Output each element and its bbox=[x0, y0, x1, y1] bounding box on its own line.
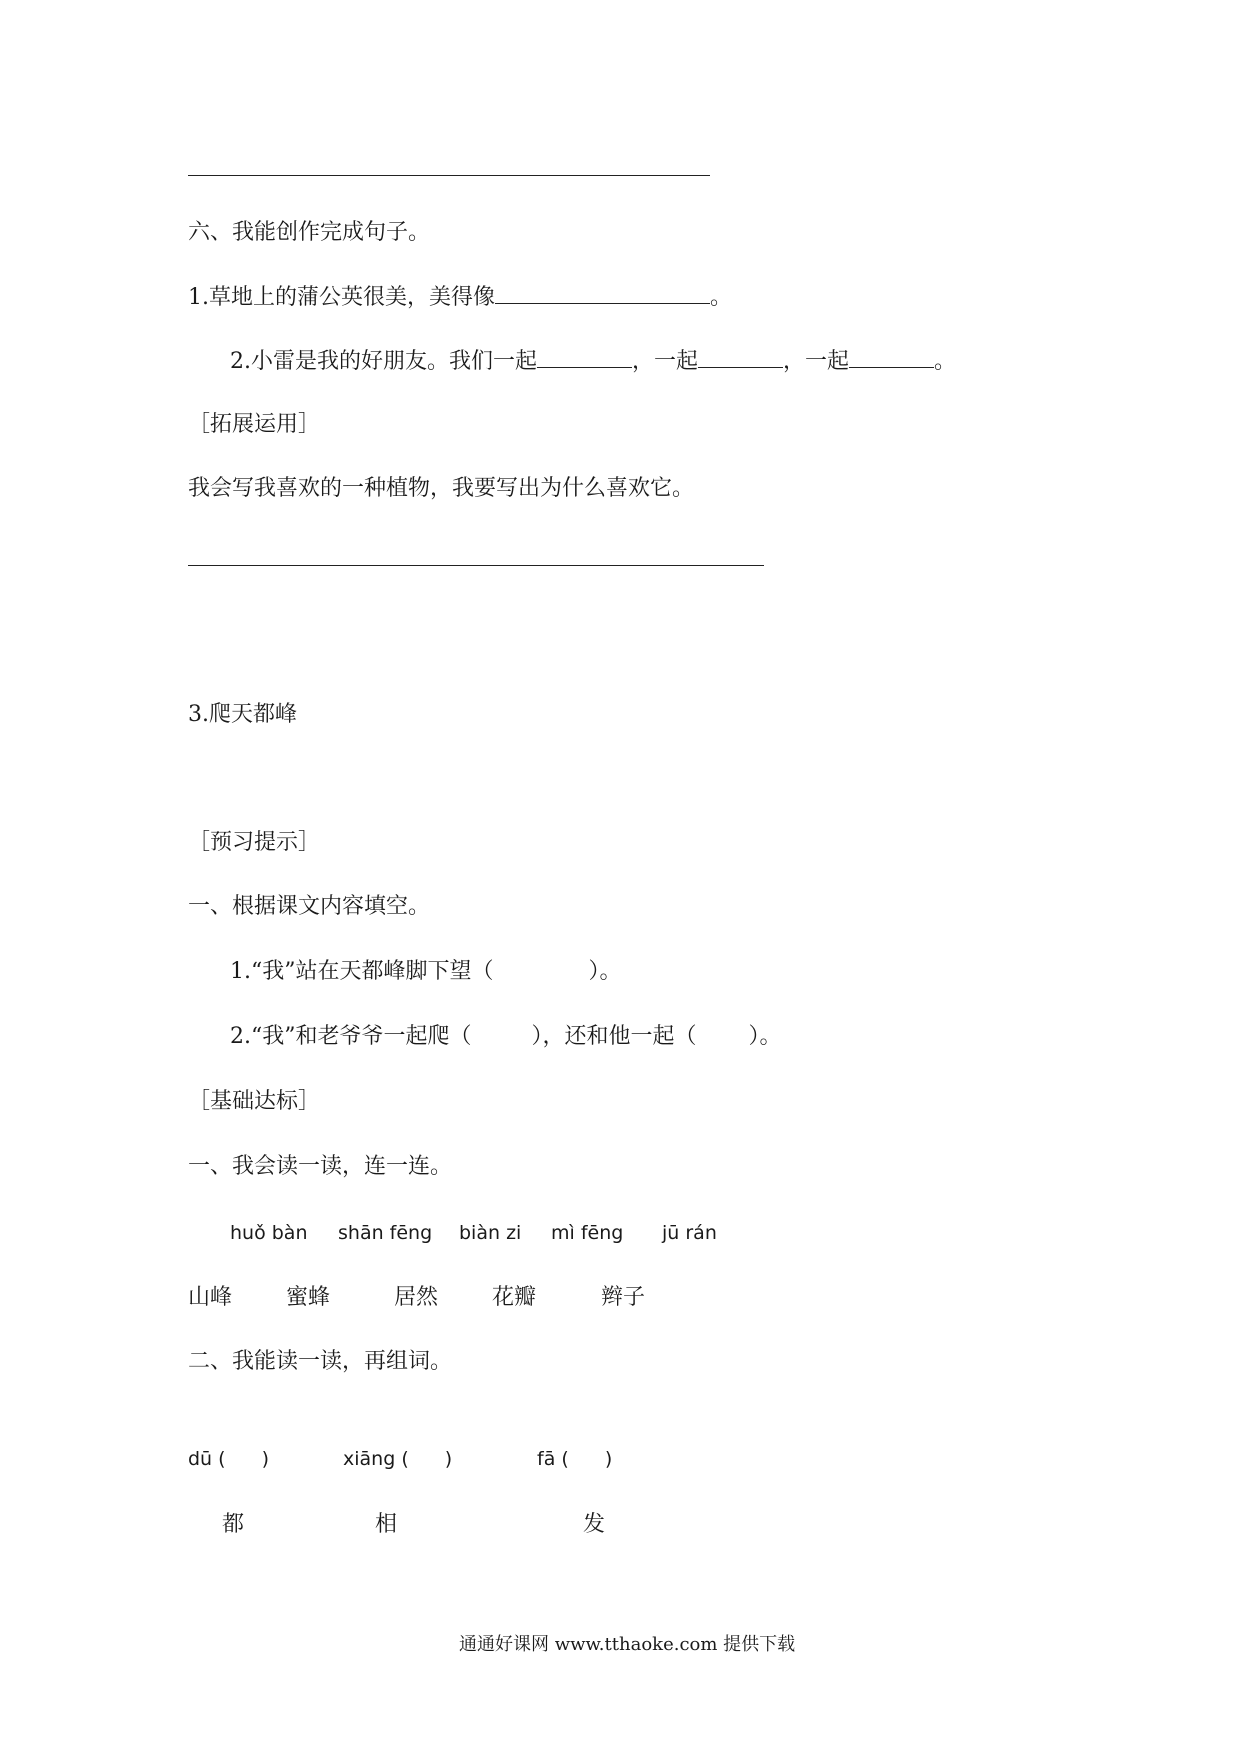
q2-pinyin: fā bbox=[537, 1448, 556, 1470]
q2-blank-3[interactable] bbox=[849, 345, 934, 368]
q2-paren-close: ) bbox=[604, 1448, 613, 1470]
q2-blank-2[interactable] bbox=[698, 345, 783, 368]
q2-character: 都 bbox=[222, 1512, 245, 1537]
page-footer: 通通好课网 www.tthaoke.com 提供下载 bbox=[459, 1634, 796, 1655]
pinyin-item: shān fēng bbox=[338, 1222, 433, 1244]
q2-paren-open: ( bbox=[218, 1448, 226, 1470]
word-item: 山峰 bbox=[188, 1285, 233, 1310]
section6-question-1 bbox=[188, 281, 732, 313]
q2-character: 发 bbox=[583, 1512, 606, 1537]
q2-pinyin: dū bbox=[188, 1448, 213, 1470]
basics-heading: ［基础达标］ bbox=[188, 1089, 321, 1114]
preview-q2-prefix: 2.“我”和老爷爷一起爬（ bbox=[230, 1024, 472, 1049]
preview-q1-prefix: 1.“我”站在天都峰脚下望（ bbox=[230, 959, 494, 984]
pinyin-item: biàn zi bbox=[459, 1222, 522, 1244]
q2-paren-open: ( bbox=[561, 1448, 569, 1470]
preview-heading: ［预习提示］ bbox=[188, 830, 321, 855]
basics-q1-heading: 一、我会读一读，连一连。 bbox=[188, 1154, 453, 1179]
q2-mid-2: ，一起 bbox=[783, 349, 850, 374]
pinyin-item: mì fēng bbox=[551, 1222, 624, 1244]
preview-question-2 bbox=[230, 1022, 782, 1052]
basics-q2-heading: 二、我能读一读，再组词。 bbox=[188, 1349, 453, 1374]
pinyin-item: huǒ bàn bbox=[230, 1222, 308, 1244]
preview-q2-mid: ），还和他一起（ bbox=[531, 1024, 697, 1049]
word-item: 蜜蜂 bbox=[286, 1285, 331, 1310]
q1-prefix: 1.草地上的蒲公英很美，美得像 bbox=[188, 285, 495, 310]
q2-suffix: 。 bbox=[934, 349, 957, 374]
word-item: 居然 bbox=[394, 1285, 439, 1310]
preview-q1-suffix: ）。 bbox=[588, 959, 622, 984]
preview-question-1 bbox=[230, 957, 622, 987]
extension-heading: ［拓展运用］ bbox=[188, 412, 321, 437]
section6-heading: 六、我能创作完成句子。 bbox=[188, 220, 431, 245]
q2-pinyin-item bbox=[537, 1446, 612, 1472]
extension-prompt: 我会写我喜欢的一种植物，我要写出为什么喜欢它。 bbox=[188, 476, 695, 501]
preview-question-heading: 一、根据课文内容填空。 bbox=[188, 894, 431, 919]
q2-pinyin-item bbox=[188, 1446, 269, 1472]
word-item: 辫子 bbox=[601, 1285, 646, 1310]
q1-suffix: 。 bbox=[710, 285, 733, 310]
q2-paren-close: ) bbox=[444, 1448, 453, 1470]
q2-paren-close: ) bbox=[261, 1448, 269, 1470]
q2-prefix: 2.小雷是我的好朋友。我们一起 bbox=[230, 349, 537, 374]
q1-blank[interactable] bbox=[495, 281, 710, 304]
q2-mid-1: ，一起 bbox=[632, 349, 699, 374]
q2-character: 相 bbox=[375, 1512, 398, 1537]
q2-pinyin: xiāng bbox=[343, 1448, 396, 1470]
q2-paren-open: ( bbox=[401, 1448, 409, 1470]
pinyin-item: jū rán bbox=[662, 1222, 717, 1244]
word-item: 花瓣 bbox=[492, 1285, 537, 1310]
answer-line-extension bbox=[188, 565, 764, 566]
answer-line-top bbox=[188, 175, 710, 176]
preview-q2-suffix: ）。 bbox=[748, 1024, 782, 1049]
q2-pinyin-item bbox=[343, 1446, 452, 1472]
section6-question-2 bbox=[230, 345, 956, 377]
lesson-title: 3.爬天都峰 bbox=[188, 702, 297, 727]
q2-blank-1[interactable] bbox=[537, 345, 632, 368]
